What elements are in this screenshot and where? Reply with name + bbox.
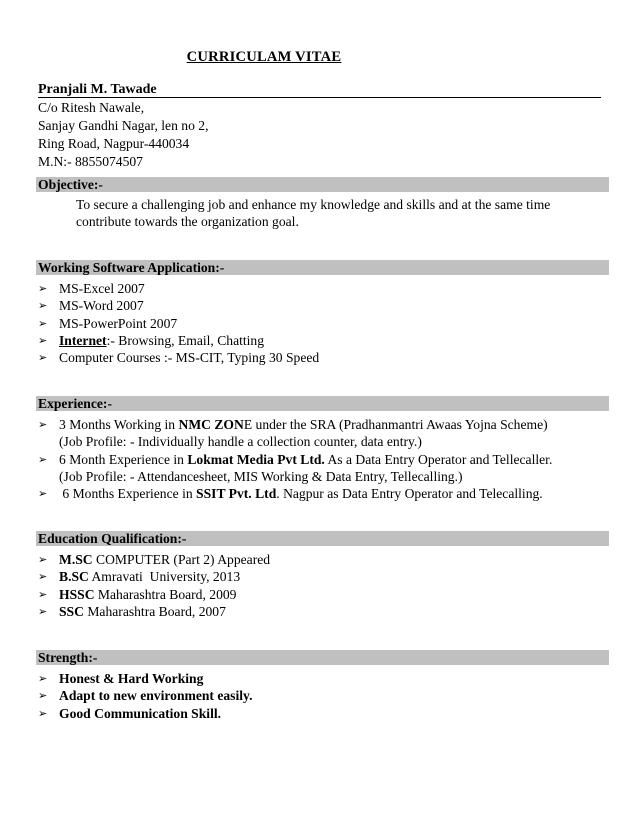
arrow-bullet-icon: ➢	[38, 299, 48, 313]
list-item: ➢ 6 Months Experience in SSIT Pvt. Ltd. Nagpur as Data Entry Operator and Telecalling.	[38, 486, 543, 502]
arrow-bullet-icon: ➢	[38, 587, 48, 601]
arrow-bullet-icon: ➢	[38, 672, 48, 685]
arrow-bullet-icon: ➢	[38, 487, 48, 501]
address-block	[38, 99, 208, 171]
objective-text	[76, 197, 576, 230]
list-item: ➢ 3 Months Working in NMC ZONE under the SRA (Pradhanmantri Awaas Yojna Scheme)	[38, 417, 548, 432]
education-section-header: Education Qualification:-	[36, 531, 609, 546]
arrow-bullet-icon: ➢	[38, 316, 48, 330]
phone-number: M.N:- 8855074507	[38, 154, 143, 169]
objective-line: contribute towards the organization goal.	[76, 213, 299, 229]
arrow-bullet-icon: ➢	[38, 689, 48, 703]
arrow-bullet-icon: ➢	[38, 418, 48, 431]
name-divider	[38, 97, 601, 98]
arrow-bullet-icon: ➢	[38, 570, 48, 584]
arrow-bullet-icon: ➢	[38, 452, 48, 466]
address-line: C/o Ritesh Nawale,	[38, 100, 145, 115]
software-section-header: Working Software Application:-	[36, 260, 609, 275]
experience-list	[38, 416, 553, 502]
arrow-bullet-icon: ➢	[38, 706, 48, 720]
address-line: Ring Road, Nagpur-440034	[38, 136, 190, 151]
list-item: ➢ 6 Month Experience in Lokmat Media Pvt Ltd. As a Data Entry Operator and Tellecaller.	[38, 451, 553, 467]
job-profile: (Job Profile: - Attendancesheet, MIS Working & Data Entry, Tellecalling.)	[59, 468, 463, 484]
address-line: Sanjay Gandhi Nagar, len no 2,	[38, 118, 209, 133]
objective-section-header: Objective:-	[36, 177, 609, 192]
objective-line: To secure a challenging job and enhance my knowledge and skills and at the same time	[76, 197, 551, 212]
arrow-bullet-icon: ➢	[38, 333, 48, 347]
arrow-bullet-icon: ➢	[38, 282, 48, 295]
page-title: CURRICULAM VITAE	[186, 49, 342, 65]
arrow-bullet-icon: ➢	[38, 553, 48, 566]
arrow-bullet-icon: ➢	[38, 351, 48, 365]
candidate-name: Pranjali M. Tawade	[38, 82, 157, 97]
arrow-bullet-icon: ➢	[38, 604, 48, 618]
job-profile: (Job Profile: - Individually handle a collection counter, data entry.)	[59, 434, 422, 450]
strength-section-header: Strength:-	[36, 650, 609, 665]
experience-section-header: Experience:-	[36, 396, 609, 411]
